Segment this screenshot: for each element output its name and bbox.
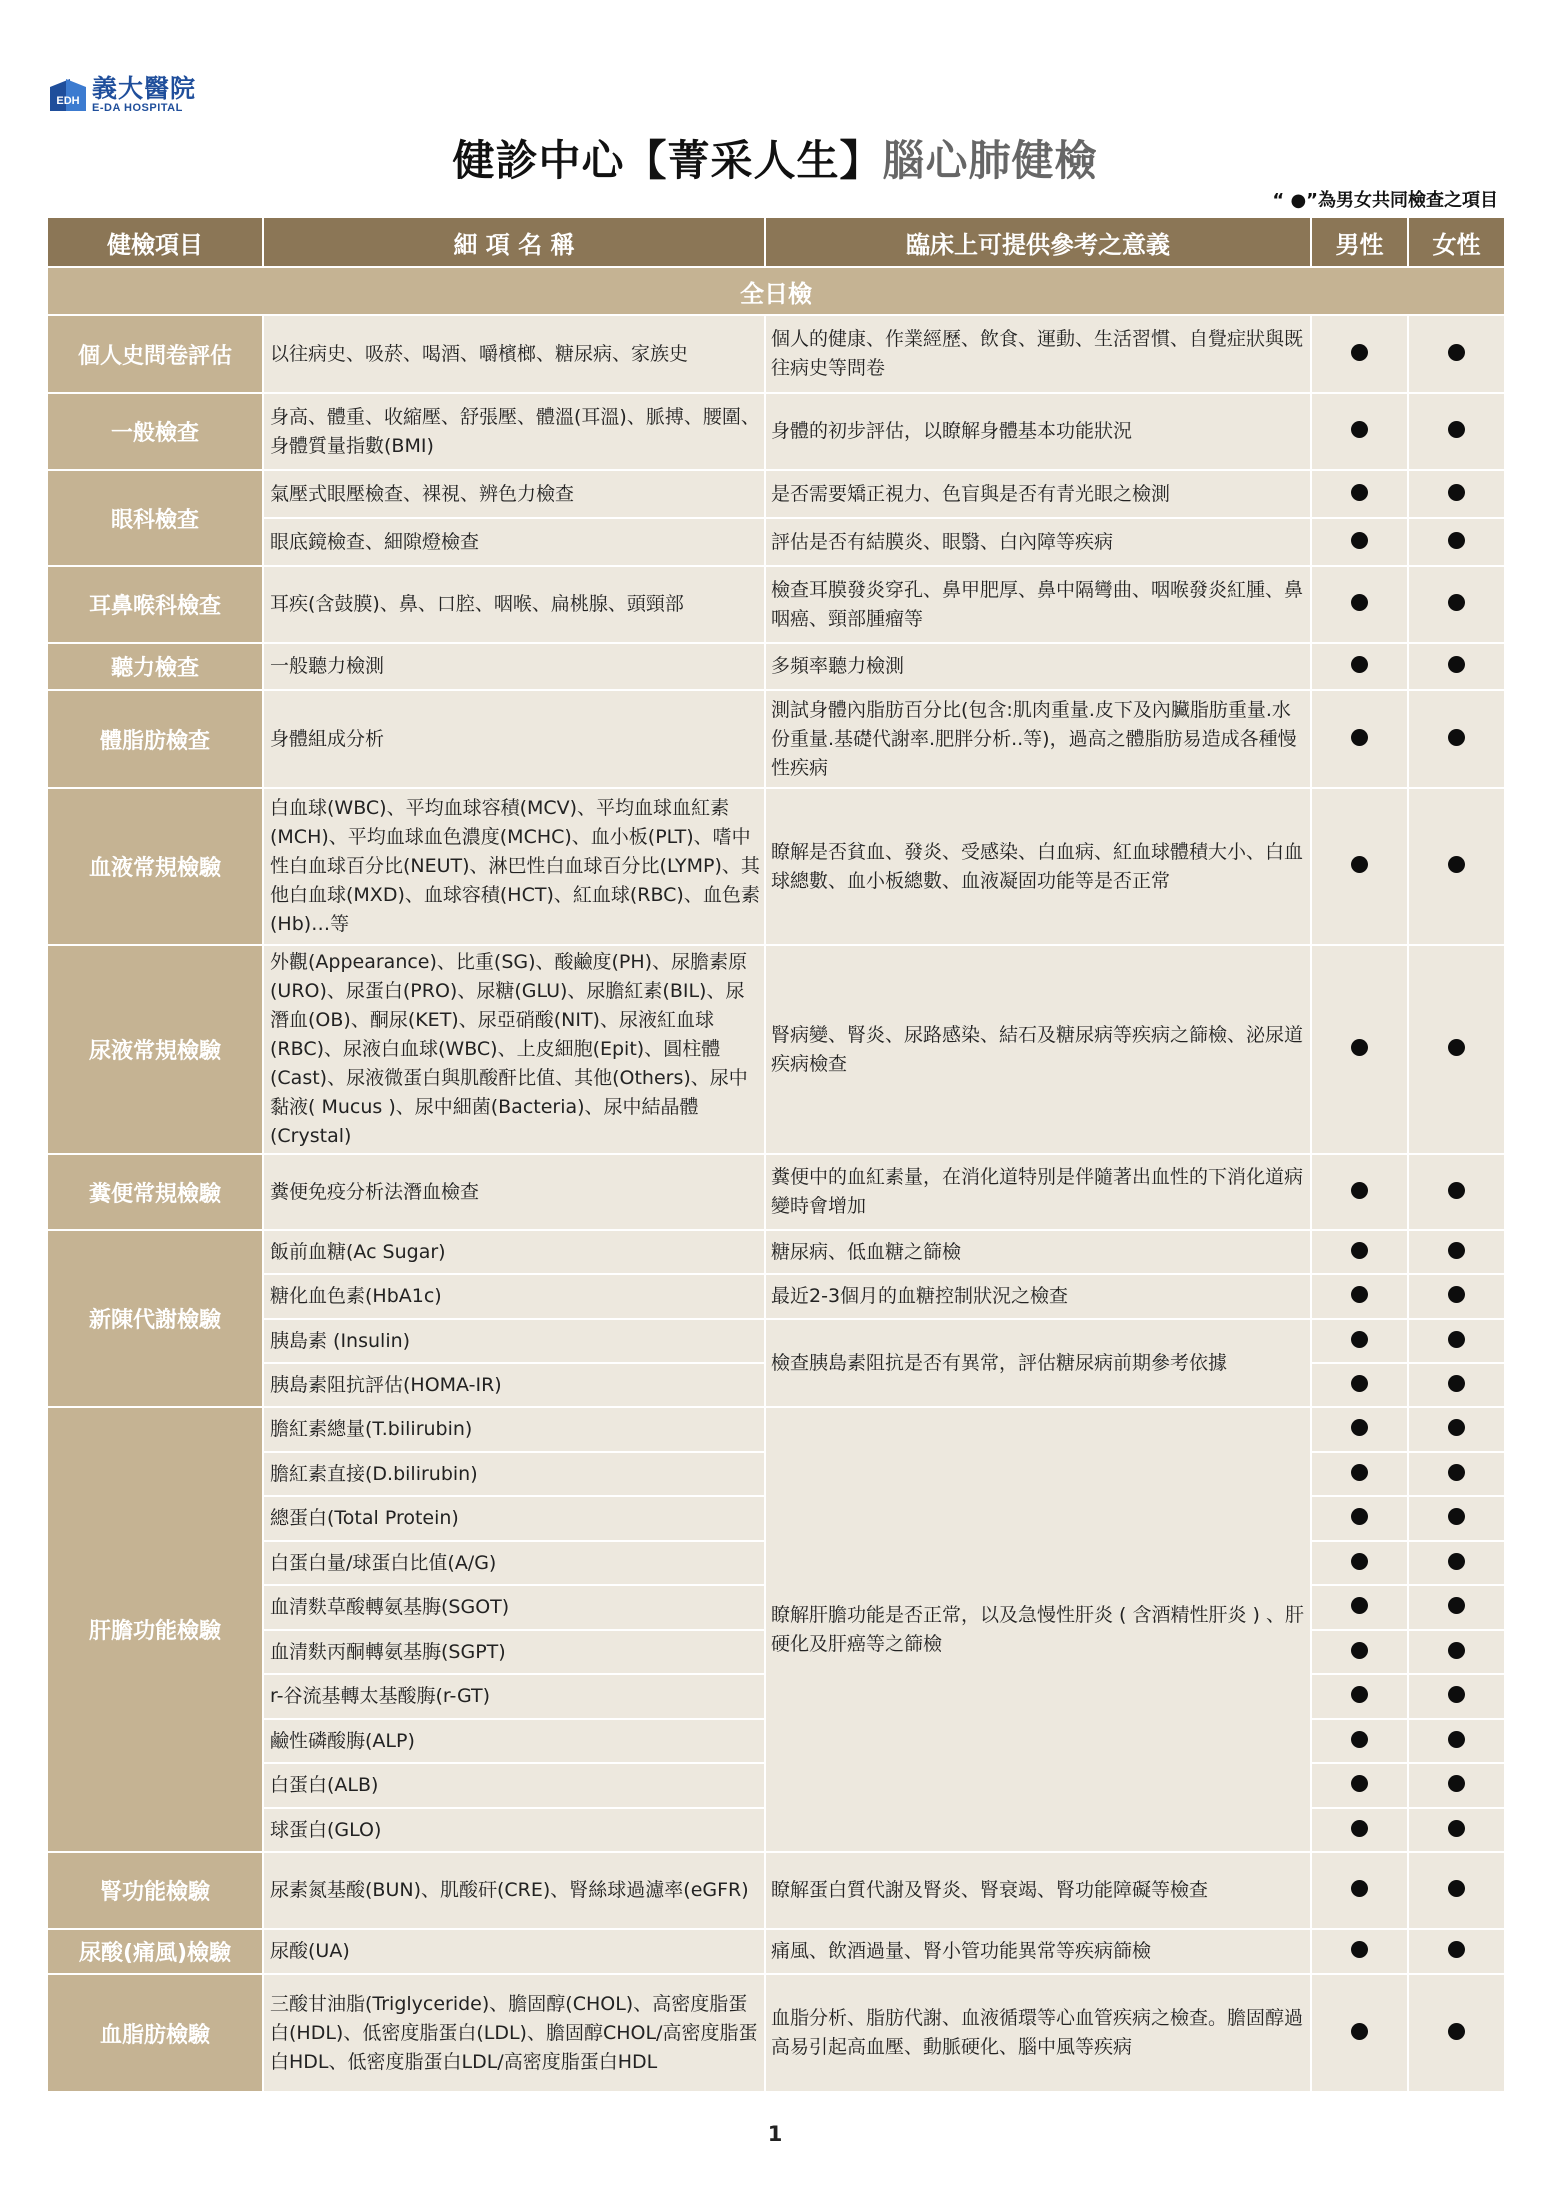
female-mark xyxy=(1408,315,1505,393)
dot-icon xyxy=(1448,1820,1465,1837)
female-mark xyxy=(1408,1630,1505,1674)
dot-icon xyxy=(1351,1375,1368,1392)
item-cell: 尿酸(UA) xyxy=(263,1929,765,1974)
male-mark xyxy=(1311,518,1408,566)
hospital-logo xyxy=(48,76,196,114)
item-cell: 身體組成分析 xyxy=(263,690,765,788)
item-cell: 血清麩草酸轉氨基脢(SGOT) xyxy=(263,1585,765,1630)
section-band xyxy=(47,267,1505,315)
header-female: 女性 xyxy=(1408,217,1505,267)
dot-icon xyxy=(1448,421,1465,438)
table-row xyxy=(47,393,1505,470)
dot-icon xyxy=(1351,1508,1368,1525)
item-cell: 膽紅素直接(D.bilirubin) xyxy=(263,1452,765,1496)
female-mark xyxy=(1408,1452,1505,1496)
dot-icon xyxy=(1448,1039,1465,1056)
category-cell: 肝膽功能檢驗 xyxy=(47,1407,263,1852)
item-cell: 糖化血色素(HbA1c) xyxy=(263,1274,765,1319)
dot-icon xyxy=(1351,594,1368,611)
dot-icon xyxy=(1448,1464,1465,1481)
category-cell: 耳鼻喉科檢查 xyxy=(47,566,263,643)
table-row xyxy=(47,1319,1505,1363)
male-mark xyxy=(1311,945,1408,1154)
male-mark xyxy=(1311,1719,1408,1763)
male-mark xyxy=(1311,393,1408,470)
dot-icon xyxy=(1448,1242,1465,1259)
table-row xyxy=(47,1407,1505,1452)
dot-icon xyxy=(1448,1331,1465,1348)
hospital-name-chinese: 義大醫院 xyxy=(92,74,197,103)
item-cell: 外觀(Appearance)、比重(SG)、酸鹼度(PH)、尿膽素原(URO)、尿蛋白(PRO)、尿糖(GLU)、尿膽紅素(BIL)、尿潛血(OB)、酮尿(KET)、尿亞硝酸(NIT)、尿液紅血球(RBC)、尿液白血球(WBC)、上皮細胞(Epit)、圓柱體(Cast)、尿液微蛋白與肌酸酐比值、其他(Others)、尿中黏液( Mucus )、尿中細菌(Bacteria)、尿中結晶體(Crystal) xyxy=(263,945,765,1154)
item-cell: 白血球(WBC)、平均血球容積(MCV)、平均血球血紅素(MCH)、平均血球血色濃度(MCHC)、血小板(PLT)、嗜中性白血球百分比(NEUT)、淋巴性白血球百分比(LYMP)、其他白血球(MXD)、血球容積(HCT)、紅血球(RBC)、血色素(Hb)…等 xyxy=(263,788,765,945)
dot-icon xyxy=(1351,344,1368,361)
table-row xyxy=(47,470,1505,518)
legend-note: “ ●”為男女共同檢查之項目 xyxy=(1272,190,1498,211)
male-mark xyxy=(1311,1407,1408,1452)
male-mark xyxy=(1311,1674,1408,1719)
hospital-name-english: E-DA HOSPITAL xyxy=(92,102,183,114)
category-cell: 個人史問卷評估 xyxy=(47,315,263,393)
female-mark xyxy=(1408,393,1505,470)
table-row xyxy=(47,566,1505,643)
dot-icon xyxy=(1351,1419,1368,1436)
female-mark xyxy=(1408,1808,1505,1852)
male-mark xyxy=(1311,1274,1408,1319)
meaning-cell: 檢查胰島素阻抗是否有異常，評估糖尿病前期參考依據 xyxy=(765,1319,1311,1407)
dot-icon xyxy=(1351,1686,1368,1703)
dot-icon xyxy=(1351,532,1368,549)
female-mark xyxy=(1408,1230,1505,1274)
male-mark xyxy=(1311,690,1408,788)
table-row xyxy=(47,1154,1505,1230)
dot-icon xyxy=(1448,1731,1465,1748)
dot-icon xyxy=(1448,484,1465,501)
table-row xyxy=(47,788,1505,945)
item-cell: 胰島素阻抗評估(HOMA-IR) xyxy=(263,1363,765,1407)
item-cell: 胰島素 (Insulin) xyxy=(263,1319,765,1363)
meaning-cell: 身體的初步評估，以瞭解身體基本功能狀況 xyxy=(765,393,1311,470)
female-mark xyxy=(1408,1154,1505,1230)
female-mark xyxy=(1408,1852,1505,1929)
female-mark xyxy=(1408,945,1505,1154)
item-cell: 白蛋白量/球蛋白比值(A/G) xyxy=(263,1541,765,1585)
female-mark xyxy=(1408,1674,1505,1719)
item-cell: 總蛋白(Total Protein) xyxy=(263,1496,765,1541)
dot-icon xyxy=(1351,2023,1368,2040)
female-mark xyxy=(1408,1974,1505,2092)
item-cell: 氣壓式眼壓檢查、裸視、辨色力檢查 xyxy=(263,470,765,518)
header-male: 男性 xyxy=(1311,217,1408,267)
male-mark xyxy=(1311,1630,1408,1674)
item-cell: 球蛋白(GLO) xyxy=(263,1808,765,1852)
dot-icon xyxy=(1448,1553,1465,1570)
male-mark xyxy=(1311,1319,1408,1363)
female-mark xyxy=(1408,1363,1505,1407)
table-row xyxy=(47,1274,1505,1319)
dot-icon xyxy=(1351,1775,1368,1792)
category-cell: 體脂肪檢查 xyxy=(47,690,263,788)
male-mark xyxy=(1311,1541,1408,1585)
title-main: 健診中心【菁采人生】 xyxy=(452,136,883,185)
meaning-cell: 血脂分析、脂肪代謝、血液循環等心血管疾病之檢查。膽固醇過高易引起高血壓、動脈硬化、腦中風等疾病 xyxy=(765,1974,1311,2092)
dot-icon xyxy=(1351,1731,1368,1748)
meaning-cell: 痛風、飲酒過量、腎小管功能異常等疾病篩檢 xyxy=(765,1929,1311,1974)
dot-icon xyxy=(1448,344,1465,361)
female-mark xyxy=(1408,690,1505,788)
item-cell: 尿素氮基酸(BUN)、肌酸矸(CRE)、腎絲球過濾率(eGFR) xyxy=(263,1852,765,1929)
meaning-cell: 是否需要矯正視力、色盲與是否有青光眼之檢測 xyxy=(765,470,1311,518)
dot-icon xyxy=(1448,2023,1465,2040)
item-cell: 糞便免疫分析法潛血檢查 xyxy=(263,1154,765,1230)
category-cell: 聽力檢查 xyxy=(47,643,263,690)
male-mark xyxy=(1311,1154,1408,1230)
table-row xyxy=(47,1974,1505,2092)
meaning-cell: 評估是否有結膜炎、眼翳、白內障等疾病 xyxy=(765,518,1311,566)
item-cell: 血清麩丙酮轉氨基脢(SGPT) xyxy=(263,1630,765,1674)
meaning-cell: 檢查耳膜發炎穿孔、鼻甲肥厚、鼻中隔彎曲、咽喉發炎紅腫、鼻咽癌、頸部腫瘤等 xyxy=(765,566,1311,643)
male-mark xyxy=(1311,315,1408,393)
female-mark xyxy=(1408,1763,1505,1808)
dot-icon xyxy=(1448,1775,1465,1792)
item-cell: 飯前血糖(Ac Sugar) xyxy=(263,1230,765,1274)
dot-icon xyxy=(1448,1642,1465,1659)
table-header-row xyxy=(47,217,1505,267)
dot-icon xyxy=(1448,729,1465,746)
male-mark xyxy=(1311,1808,1408,1852)
dot-icon xyxy=(1351,1242,1368,1259)
male-mark xyxy=(1311,1496,1408,1541)
dot-icon xyxy=(1351,1941,1368,1958)
item-cell: 身高、體重、收縮壓、舒張壓、體溫(耳溫)、脈搏、腰圍、身體質量指數(BMI) xyxy=(263,393,765,470)
dot-icon xyxy=(1448,1686,1465,1703)
male-mark xyxy=(1311,643,1408,690)
dot-icon xyxy=(1448,656,1465,673)
dot-icon xyxy=(1351,1286,1368,1303)
male-mark xyxy=(1311,1452,1408,1496)
category-cell: 腎功能檢驗 xyxy=(47,1852,263,1929)
male-mark xyxy=(1311,1585,1408,1630)
exam-items-table xyxy=(46,216,1506,2093)
male-mark xyxy=(1311,1230,1408,1274)
table-row xyxy=(47,315,1505,393)
dot-icon xyxy=(1448,856,1465,873)
header-category: 健檢項目 xyxy=(47,217,263,267)
dot-icon xyxy=(1448,532,1465,549)
category-cell: 尿液常規檢驗 xyxy=(47,945,263,1154)
item-cell: 鹼性磷酸脢(ALP) xyxy=(263,1719,765,1763)
dot-icon xyxy=(1351,1182,1368,1199)
dot-icon xyxy=(1351,1820,1368,1837)
female-mark xyxy=(1408,1407,1505,1452)
item-cell: 以往病史、吸菸、喝酒、嚼檳榔、糖尿病、家族史 xyxy=(263,315,765,393)
female-mark xyxy=(1408,1541,1505,1585)
female-mark xyxy=(1408,1319,1505,1363)
item-cell: 耳疾(含鼓膜)、鼻、口腔、咽喉、扁桃腺、頭頸部 xyxy=(263,566,765,643)
table-row xyxy=(47,1230,1505,1274)
table-row xyxy=(47,518,1505,566)
dot-icon xyxy=(1351,1597,1368,1614)
item-cell: 三酸甘油脂(Triglyceride)、膽固醇(CHOL)、高密度脂蛋白(HDL)、低密度脂蛋白(LDL)、膽固醇CHOL/高密度脂蛋白HDL、低密度脂蛋白LDL/高密度脂蛋白HDL xyxy=(263,1974,765,2092)
item-cell: 膽紅素總量(T.bilirubin) xyxy=(263,1407,765,1452)
category-cell: 尿酸(痛風)檢驗 xyxy=(47,1929,263,1974)
dot-icon xyxy=(1351,856,1368,873)
table-row xyxy=(47,690,1505,788)
item-cell: r-谷流基轉太基酸脢(r-GT) xyxy=(263,1674,765,1719)
female-mark xyxy=(1408,1719,1505,1763)
dot-icon xyxy=(1448,1597,1465,1614)
male-mark xyxy=(1311,1974,1408,2092)
title-sub: 腦心肺健檢 xyxy=(882,136,1098,185)
female-mark xyxy=(1408,1929,1505,1974)
female-mark xyxy=(1408,518,1505,566)
dot-icon xyxy=(1351,1880,1368,1897)
male-mark xyxy=(1311,1852,1408,1929)
female-mark xyxy=(1408,1496,1505,1541)
meaning-cell: 瞭解是否貧血、發炎、受感染、白血病、紅血球體積大小、白血球總數、血小板總數、血液凝固功能等是否正常 xyxy=(765,788,1311,945)
meaning-cell: 測試身體內脂肪百分比(包含:肌肉重量.皮下及內臟脂肪重量.水份重量.基礎代謝率.肥胖分析..等)，過高之體脂肪易造成各種慢性疾病 xyxy=(765,690,1311,788)
dot-icon xyxy=(1448,594,1465,611)
meaning-cell: 多頻率聽力檢測 xyxy=(765,643,1311,690)
meaning-cell: 糞便中的血紅素量，在消化道特別是伴隨著出血性的下消化道病變時會增加 xyxy=(765,1154,1311,1230)
page-title xyxy=(0,128,1550,188)
item-cell: 一般聽力檢測 xyxy=(263,643,765,690)
female-mark xyxy=(1408,643,1505,690)
hospital-emblem-icon xyxy=(48,77,88,113)
meaning-cell: 瞭解蛋白質代謝及腎炎、腎衰竭、腎功能障礙等檢查 xyxy=(765,1852,1311,1929)
category-cell: 血液常規檢驗 xyxy=(47,788,263,945)
female-mark xyxy=(1408,1274,1505,1319)
dot-icon xyxy=(1448,1286,1465,1303)
meaning-cell: 糖尿病、低血糖之篩檢 xyxy=(765,1230,1311,1274)
category-cell: 新陳代謝檢驗 xyxy=(47,1230,263,1407)
dot-icon xyxy=(1351,1464,1368,1481)
table-row xyxy=(47,1929,1505,1974)
page-number: 1 xyxy=(767,2122,783,2146)
dot-icon xyxy=(1448,1508,1465,1525)
dot-icon xyxy=(1351,1039,1368,1056)
table-row xyxy=(47,643,1505,690)
category-cell: 血脂肪檢驗 xyxy=(47,1974,263,2092)
logo-badge-text: EDH xyxy=(56,95,80,107)
table-row xyxy=(47,1852,1505,1929)
dot-icon xyxy=(1351,729,1368,746)
item-cell: 白蛋白(ALB) xyxy=(263,1763,765,1808)
dot-icon xyxy=(1351,1642,1368,1659)
female-mark xyxy=(1408,1585,1505,1630)
dot-icon xyxy=(1351,484,1368,501)
header-meaning: 臨床上可提供參考之意義 xyxy=(765,217,1311,267)
section-title: 全日檢 xyxy=(47,267,1505,315)
male-mark xyxy=(1311,566,1408,643)
male-mark xyxy=(1311,470,1408,518)
item-cell: 眼底鏡檢查、細隙燈檢查 xyxy=(263,518,765,566)
meaning-cell: 最近2-3個月的血糖控制狀況之檢查 xyxy=(765,1274,1311,1319)
dot-icon xyxy=(1351,1331,1368,1348)
female-mark xyxy=(1408,788,1505,945)
meaning-cell: 腎病變、腎炎、尿路感染、結石及糖尿病等疾病之篩檢、泌尿道疾病檢查 xyxy=(765,945,1311,1154)
dot-icon xyxy=(1448,1941,1465,1958)
dot-icon xyxy=(1351,421,1368,438)
meaning-cell: 個人的健康、作業經歷、飲食、運動、生活習慣、自覺症狀與既往病史等問卷 xyxy=(765,315,1311,393)
female-mark xyxy=(1408,470,1505,518)
male-mark xyxy=(1311,788,1408,945)
male-mark xyxy=(1311,1929,1408,1974)
dot-icon xyxy=(1351,1553,1368,1570)
category-cell: 一般檢查 xyxy=(47,393,263,470)
category-cell: 糞便常規檢驗 xyxy=(47,1154,263,1230)
dot-icon xyxy=(1448,1880,1465,1897)
dot-icon xyxy=(1448,1375,1465,1392)
header-item: 細 項 名 稱 xyxy=(263,217,765,267)
table-row xyxy=(47,945,1505,1154)
dot-icon xyxy=(1448,1182,1465,1199)
category-cell: 眼科檢查 xyxy=(47,470,263,566)
dot-icon xyxy=(1448,1419,1465,1436)
dot-icon xyxy=(1351,656,1368,673)
female-mark xyxy=(1408,566,1505,643)
meaning-cell: 瞭解肝膽功能是否正常，以及急慢性肝炎 ( 含酒精性肝炎 ) 、肝硬化及肝癌等之篩檢 xyxy=(765,1407,1311,1852)
male-mark xyxy=(1311,1763,1408,1808)
male-mark xyxy=(1311,1363,1408,1407)
